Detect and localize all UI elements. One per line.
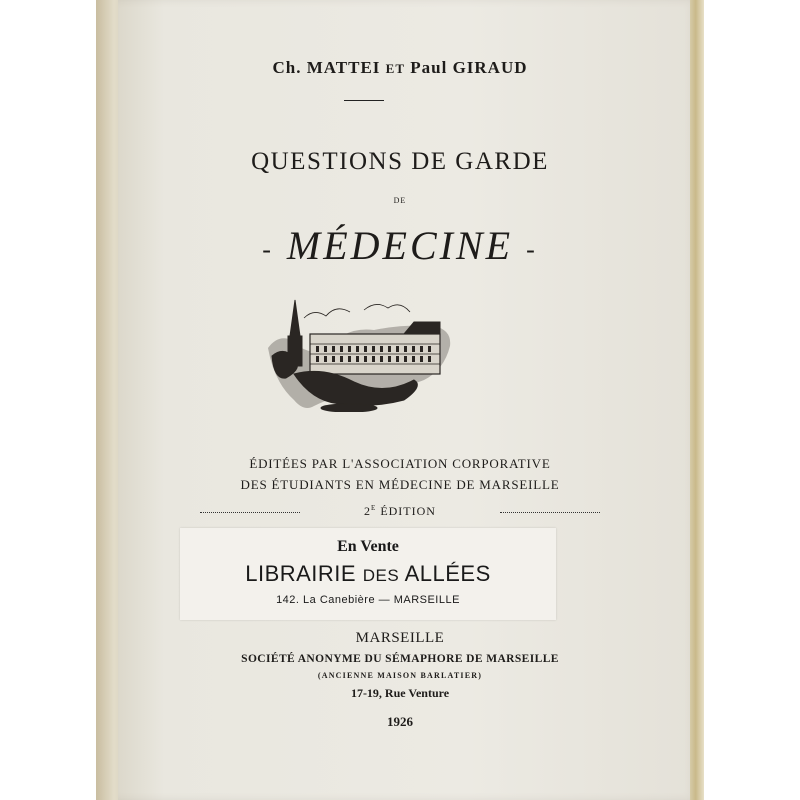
publisher-former-name: (ANCIENNE MAISON BARLATIER)	[317, 671, 483, 680]
publisher-street: 17-19, Rue Venture	[350, 686, 450, 700]
edition-dotted-rule-right	[500, 512, 600, 513]
editor-line1: ÉDITÉES PAR L'ASSOCIATION CORPORATIVE	[249, 456, 551, 471]
label-shop-a: LIBRAIRIE	[245, 561, 357, 586]
edition-text: ÉDITION	[380, 504, 436, 518]
author2-name: GIRAUD	[452, 58, 528, 77]
publisher-city: MARSEILLE	[355, 630, 445, 646]
main-title	[0, 222, 800, 269]
label-for-sale: En Vente	[337, 538, 399, 555]
edition-row	[200, 504, 600, 520]
authors-conjunction: ET	[385, 61, 405, 76]
author1-initial: Ch.	[272, 58, 302, 77]
author2-firstname: Paul	[410, 58, 448, 77]
main-title-text: MÉDECINE	[286, 223, 514, 268]
hospital-vignette-illustration	[264, 296, 454, 412]
edition-sup: E	[371, 504, 377, 512]
divider-rule	[344, 100, 384, 101]
label-shop-c: ALLÉES	[404, 561, 491, 586]
author1-name: MATTEI	[306, 58, 381, 77]
authors	[0, 58, 800, 78]
title-line1: QUESTIONS DE GARDE	[251, 148, 549, 175]
editor-line2: DES ÉTUDIANTS EN MÉDECINE DE MARSEILLE	[240, 477, 560, 492]
publisher-name: SOCIÉTÉ ANONYME DU SÉMAPHORE DE MARSEILLE	[241, 653, 559, 665]
label-shop-b: DES	[362, 566, 400, 585]
label-address: 142. La Canebière — MARSEILLE	[276, 594, 460, 606]
title-dash-right: -	[526, 234, 538, 264]
bookseller-label	[180, 528, 556, 620]
label-shop-name	[180, 561, 556, 587]
page-edge	[690, 0, 704, 800]
title-dash-left: -	[262, 234, 274, 264]
title-de: DE	[393, 196, 407, 205]
edition-number: 2	[364, 504, 372, 518]
publication-year: 1926	[387, 714, 413, 729]
